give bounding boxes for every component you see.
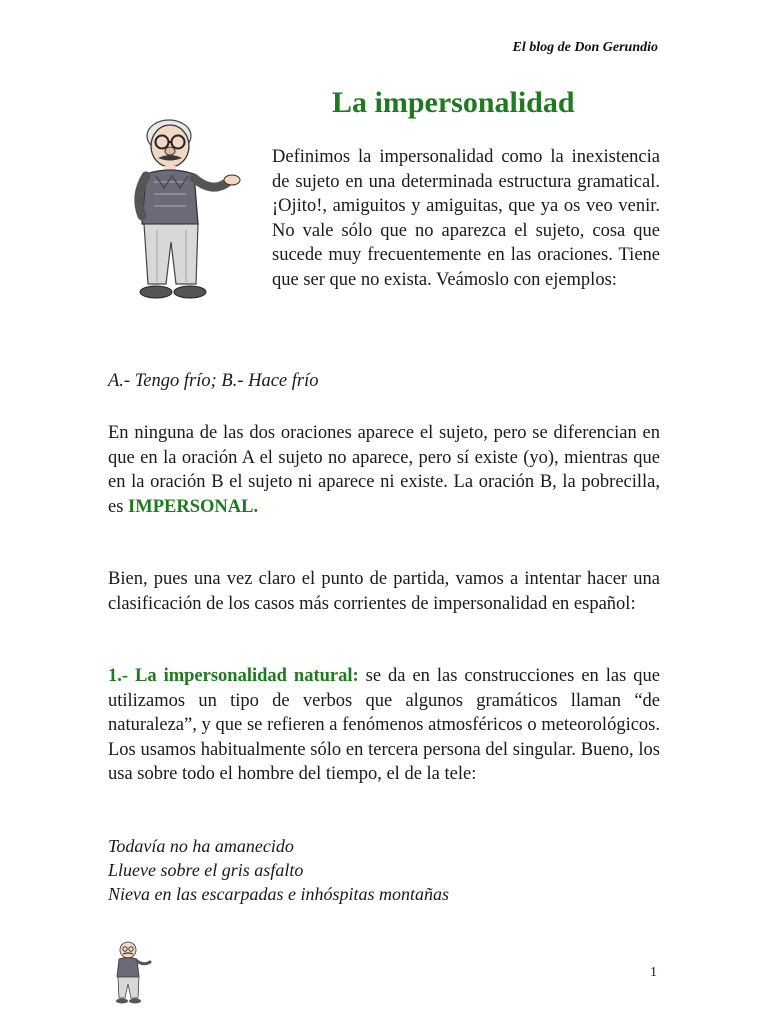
paragraph-impersonal-definition <box>108 421 660 519</box>
section-text: se da en las construcciones en las que utilizamos un tipo de verbos que algunos gramáticos llaman “de naturaleza”, y que se refieren a fenómenos atmosféricos o meteorológicos. Los usamos habitualmente sólo en tercera persona del singular. Bueno, los usa sobre todo el hombre del tiempo, el de la tele: <box>108 666 660 784</box>
page-title: La impersonalidad <box>332 86 575 119</box>
section-heading: 1.- La impersonalidad natural: <box>108 666 359 686</box>
example-item: Todavía no ha amanecido <box>108 836 294 856</box>
paragraph-classification: Bien, pues una vez claro el punto de partida, vamos a intentar hacer una clasificación de los casos más corrientes de impersonalidad en español: <box>108 569 660 614</box>
example-item: Nieva en las escarpadas e inhóspitas montañas <box>108 884 449 904</box>
blog-header: El blog de Don Gerundio <box>512 40 658 55</box>
don-gerundio-small-illustration <box>112 940 156 1006</box>
page-number: 1 <box>650 965 657 980</box>
paragraph-text: En ninguna de las dos oraciones aparece el sujeto, pero se diferencian en que en la oración A el sujeto no aparece, pero sí existe (yo), mientras que en la oración B el sujeto ni aparece ni existe. La oración B, la pobrecilla, es <box>108 423 660 517</box>
example-list <box>108 834 449 906</box>
intro-paragraph: Definimos la impersonalidad como la inexistencia de sujeto en una determinada estructura gramatical. ¡Ojito!, amiguitos y amiguitas, que ya os veo venir. No vale sólo que no aparezca el sujeto, cosa que sucede muy frecuentemente en las oraciones. Tiene que ser que no exista. Veámoslo con ejemplos: <box>272 147 660 290</box>
don-gerundio-illustration <box>124 112 254 308</box>
impersonal-highlight: IMPERSONAL. <box>128 496 259 517</box>
example-sentences: A.- Tengo frío; B.- Hace frío <box>108 371 319 391</box>
section-natural-impersonality <box>108 664 660 787</box>
example-item: Llueve sobre el gris asfalto <box>108 860 304 880</box>
